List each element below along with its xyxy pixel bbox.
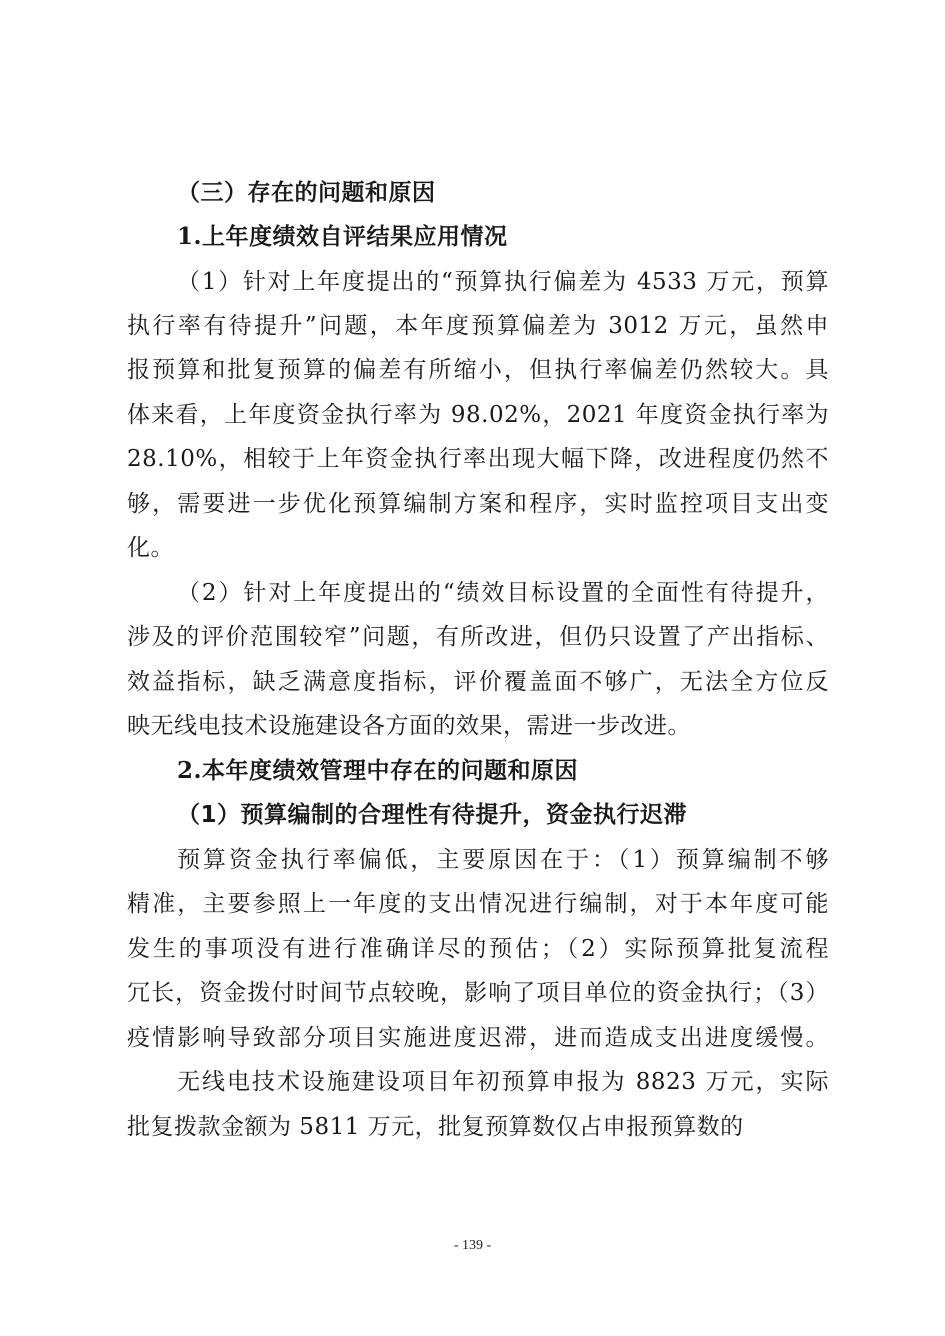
subsection-2-heading: 2.本年度绩效管理中存在的问题和原因: [177, 757, 579, 784]
page-number: - 139 -: [453, 1238, 492, 1253]
paragraph-line: （1）针对上年度提出的“预算执行偏差为 4533 万元，预算: [177, 269, 829, 295]
paragraph-line: 体来看，上年度资金执行率为 98.02%，2021 年度资金执行率为: [127, 402, 829, 428]
item-1-heading: （1）预算编制的合理性有待提升，资金执行迟滞: [177, 802, 688, 828]
paragraph-line: 无线电技术设施建设项目年初预算申报为 8823 万元，实际: [177, 1069, 829, 1095]
section-heading: （三）存在的问题和原因: [177, 180, 436, 206]
paragraph-line: 批复拨款金额为 5811 万元，批复预算数仅占申报预算数的: [127, 1114, 744, 1140]
subsection-1-heading: 1.上年度绩效自评结果应用情况: [177, 223, 508, 250]
paragraph-line: 够，需要进一步优化预算编制方案和程序，实时监控项目支出变: [127, 491, 829, 517]
paragraph-line: 冗长，资金拨付时间节点较晚，影响了项目单位的资金执行；（3）: [127, 980, 829, 1006]
paragraph-line: 涉及的评价范围较窄”问题，有所改进，但仍只设置了产出指标、: [127, 624, 829, 650]
paragraph-line: 映无线电技术设施建设各方面的效果，需进一步改进。: [127, 713, 691, 739]
paragraph-line: 精准，主要参照上一年度的支出情况进行编制，对于本年度可能: [127, 891, 829, 917]
paragraph-line: （2）针对上年度提出的“绩效目标设置的全面性有待提升，: [177, 580, 829, 606]
paragraph-line: 疫情影响导致部分项目实施进度迟滞，进而造成支出进度缓慢。: [127, 1025, 829, 1051]
paragraph-line: 28.10%，相较于上年资金执行率出现大幅下降，改进程度仍然不: [127, 446, 829, 472]
paragraph-line: 效益指标，缺乏满意度指标，评价覆盖面不够广，无法全方位反: [127, 669, 829, 695]
paragraph-line: 执行率有待提升”问题，本年度预算偏差为 3012 万元，虽然申: [127, 313, 829, 339]
paragraph-line: 报预算和批复预算的偏差有所缩小，但执行率偏差仍然较大。具: [127, 357, 829, 383]
paragraph-line: 化。: [127, 535, 174, 561]
paragraph-line: 发生的事项没有进行准确详尽的预估；（2）实际预算批复流程: [127, 936, 829, 962]
paragraph-line: 预算资金执行率偏低，主要原因在于：（1）预算编制不够: [177, 847, 829, 873]
